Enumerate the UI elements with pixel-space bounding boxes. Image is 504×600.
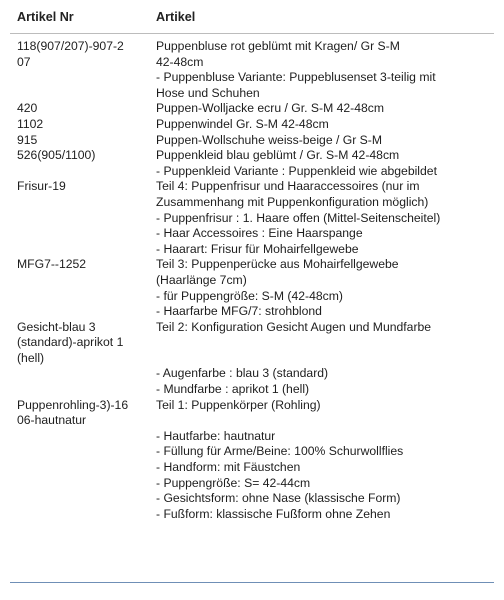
table-row bbox=[10, 366, 494, 382]
artikel-cell bbox=[156, 133, 494, 149]
artikel-cell bbox=[156, 476, 494, 492]
artikel-line: Zusammenhang mit Puppenkonfiguration möglich) bbox=[156, 194, 429, 209]
artikel-cell bbox=[156, 304, 494, 320]
artikel-nr-cell bbox=[10, 242, 156, 258]
artikel-cell bbox=[156, 179, 494, 195]
table-row bbox=[10, 413, 494, 429]
table-row bbox=[10, 304, 494, 320]
artikel-line: Hose und Schuhen bbox=[156, 85, 260, 100]
artikel-nr-cell bbox=[10, 289, 156, 305]
artikel-nr-cell bbox=[10, 444, 156, 460]
artikel-cell bbox=[156, 382, 494, 398]
column-header-artikel: Artikel bbox=[156, 9, 196, 24]
table-row bbox=[10, 476, 494, 492]
artikel-line: - Puppenkleid Variante : Puppenkleid wie abgebildet bbox=[156, 163, 437, 178]
table-row bbox=[10, 289, 494, 305]
artikel-cell bbox=[156, 351, 494, 367]
table-body bbox=[10, 34, 494, 522]
table-row bbox=[10, 117, 494, 133]
artikel-nr-cell bbox=[10, 476, 156, 492]
artikel-line: Teil 3: Puppenperücke aus Mohairfellgewebe bbox=[156, 257, 399, 272]
artikel-cell bbox=[156, 211, 494, 227]
artikel-cell bbox=[156, 70, 494, 86]
artikel-nr-cell bbox=[10, 226, 156, 242]
artikel-nr-cell bbox=[10, 164, 156, 180]
artikel-line bbox=[156, 335, 494, 351]
table-row bbox=[10, 86, 494, 102]
artikel-cell bbox=[156, 117, 494, 133]
table-row bbox=[10, 398, 494, 414]
artikel-nr-cell bbox=[10, 491, 156, 507]
artikel-nr-cell bbox=[10, 304, 156, 320]
artikel-nr-cell bbox=[10, 211, 156, 227]
artikel-cell bbox=[156, 413, 494, 429]
artikel-nr-cell: (hell) bbox=[17, 350, 45, 365]
artikel-line: - Puppengröße: S= 42-44cm bbox=[156, 475, 311, 490]
table-row bbox=[10, 39, 494, 55]
artikel-line: Teil 1: Puppenkörper (Rohling) bbox=[156, 397, 321, 412]
artikel-cell bbox=[156, 491, 494, 507]
artikel-line: Teil 4: Puppenfrisur und Haaraccessoires (nur im bbox=[156, 179, 420, 194]
artikel-line: Puppen-Wolljacke ecru / Gr. S-M 42-48cm bbox=[156, 101, 385, 116]
artikel-cell bbox=[156, 164, 494, 180]
artikel-nr-cell: Gesicht-blau 3 bbox=[17, 319, 96, 334]
artikel-line: Puppenbluse rot geblümt mit Kragen/ Gr S-M bbox=[156, 39, 400, 53]
artikel-cell bbox=[156, 335, 494, 351]
table-row bbox=[10, 320, 494, 336]
artikel-nr-cell: (standard)-aprikot 1 bbox=[17, 335, 124, 350]
artikel-nr-cell bbox=[10, 273, 156, 289]
column-header-artikel-nr: Artikel Nr bbox=[17, 9, 74, 24]
table-row bbox=[10, 148, 494, 164]
table-row bbox=[10, 179, 494, 195]
artikel-cell bbox=[156, 242, 494, 258]
artikel-nr-cell: 07 bbox=[17, 54, 31, 69]
artikel-nr-cell: Frisur-19 bbox=[17, 179, 66, 194]
table-row bbox=[10, 444, 494, 460]
artikel-nr-cell bbox=[10, 195, 156, 211]
table-header bbox=[10, 0, 494, 34]
artikel-nr-cell bbox=[10, 429, 156, 445]
artikel-line: Puppenkleid blau geblümt / Gr. S-M 42-48cm bbox=[156, 148, 400, 163]
table-row bbox=[10, 351, 494, 367]
artikel-nr-cell: MFG7--1252 bbox=[17, 257, 87, 272]
table-row bbox=[10, 226, 494, 242]
artikel-line: - Haar Accessoires : Eine Haarspange bbox=[156, 226, 363, 241]
artikel-line: - für Puppengröße: S-M (42-48cm) bbox=[156, 288, 343, 303]
artikel-nr-cell: 118(907/207)-907-2 bbox=[17, 39, 124, 53]
artikel-line: - Haarart: Frisur für Mohairfellgewebe bbox=[156, 241, 359, 256]
artikel-line: - Mundfarbe : aprikot 1 (hell) bbox=[156, 382, 310, 397]
table-row bbox=[10, 211, 494, 227]
artikel-line: Puppenwindel Gr. S-M 42-48cm bbox=[156, 116, 329, 131]
table-row bbox=[10, 507, 494, 523]
table-row bbox=[10, 242, 494, 258]
artikel-nr-cell: 1102 bbox=[17, 116, 44, 131]
artikel-cell bbox=[156, 257, 494, 273]
artikel-nr-cell: 915 bbox=[17, 132, 38, 147]
artikel-line: - Puppenfrisur : 1. Haare offen (Mittel-Seitenscheitel) bbox=[156, 210, 441, 225]
artikel-nr-cell bbox=[10, 366, 156, 382]
artikel-cell bbox=[156, 398, 494, 414]
artikel-nr-cell bbox=[10, 86, 156, 102]
table-row bbox=[10, 164, 494, 180]
artikel-nr-cell bbox=[10, 382, 156, 398]
artikel-cell bbox=[156, 366, 494, 382]
table-row bbox=[10, 257, 494, 273]
artikel-cell bbox=[156, 444, 494, 460]
artikel-cell bbox=[156, 460, 494, 476]
artikel-cell bbox=[156, 226, 494, 242]
artikel-cell bbox=[156, 273, 494, 289]
artikel-cell bbox=[156, 101, 494, 117]
artikel-line bbox=[156, 351, 494, 367]
artikel-line: - Augenfarbe : blau 3 (standard) bbox=[156, 366, 329, 381]
artikel-cell bbox=[156, 289, 494, 305]
artikel-line: Teil 2: Konfiguration Gesicht Augen und Mundfarbe bbox=[156, 319, 432, 334]
artikel-nr-cell bbox=[10, 507, 156, 523]
table-row bbox=[10, 382, 494, 398]
artikel-cell bbox=[156, 195, 494, 211]
table-bottom-rule bbox=[10, 582, 494, 583]
artikel-nr-cell: 06-hautnatur bbox=[17, 413, 87, 428]
artikel-line bbox=[156, 413, 494, 429]
artikel-cell bbox=[156, 429, 494, 445]
table-row bbox=[10, 460, 494, 476]
artikel-line: - Gesichtsform: ohne Nase (klassische Form) bbox=[156, 491, 401, 506]
artikel-line: - Handform: mit Fäustchen bbox=[156, 460, 301, 475]
artikel-cell bbox=[156, 39, 494, 55]
table-row bbox=[10, 429, 494, 445]
artikel-line: - Fußform: klassische Fußform ohne Zehen bbox=[156, 506, 391, 521]
artikel-cell bbox=[156, 86, 494, 102]
table-row bbox=[10, 101, 494, 117]
artikel-nr-cell bbox=[10, 460, 156, 476]
artikel-line: (Haarlänge 7cm) bbox=[156, 272, 247, 287]
artikel-line: - Hautfarbe: hautnatur bbox=[156, 428, 276, 443]
artikel-nr-cell bbox=[10, 70, 156, 86]
artikel-line: - Haarfarbe MFG/7: strohblond bbox=[156, 304, 322, 319]
table-row bbox=[10, 491, 494, 507]
artikel-line: 42-48cm bbox=[156, 54, 204, 69]
table-row bbox=[10, 133, 494, 149]
artikel-line: Puppen-Wollschuhe weiss-beige / Gr S-M bbox=[156, 132, 383, 147]
artikel-nr-cell: 420 bbox=[17, 101, 38, 116]
artikel-cell bbox=[156, 320, 494, 336]
artikel-cell bbox=[156, 507, 494, 523]
artikel-nr-cell: Puppenrohling-3)-16 bbox=[17, 397, 129, 412]
artikel-cell bbox=[156, 148, 494, 164]
artikel-line: - Füllung für Arme/Beine: 100% Schurwollflies bbox=[156, 444, 404, 459]
artikel-cell bbox=[156, 55, 494, 71]
table-row bbox=[10, 55, 494, 71]
table-row bbox=[10, 70, 494, 86]
artikel-nr-cell: 526(905/1100) bbox=[17, 148, 96, 163]
table-row bbox=[10, 335, 494, 351]
article-table bbox=[10, 0, 494, 522]
artikel-line: - Puppenbluse Variante: Puppeblusenset 3-teilig mit bbox=[156, 70, 436, 85]
table-row bbox=[10, 195, 494, 211]
table-row bbox=[10, 273, 494, 289]
